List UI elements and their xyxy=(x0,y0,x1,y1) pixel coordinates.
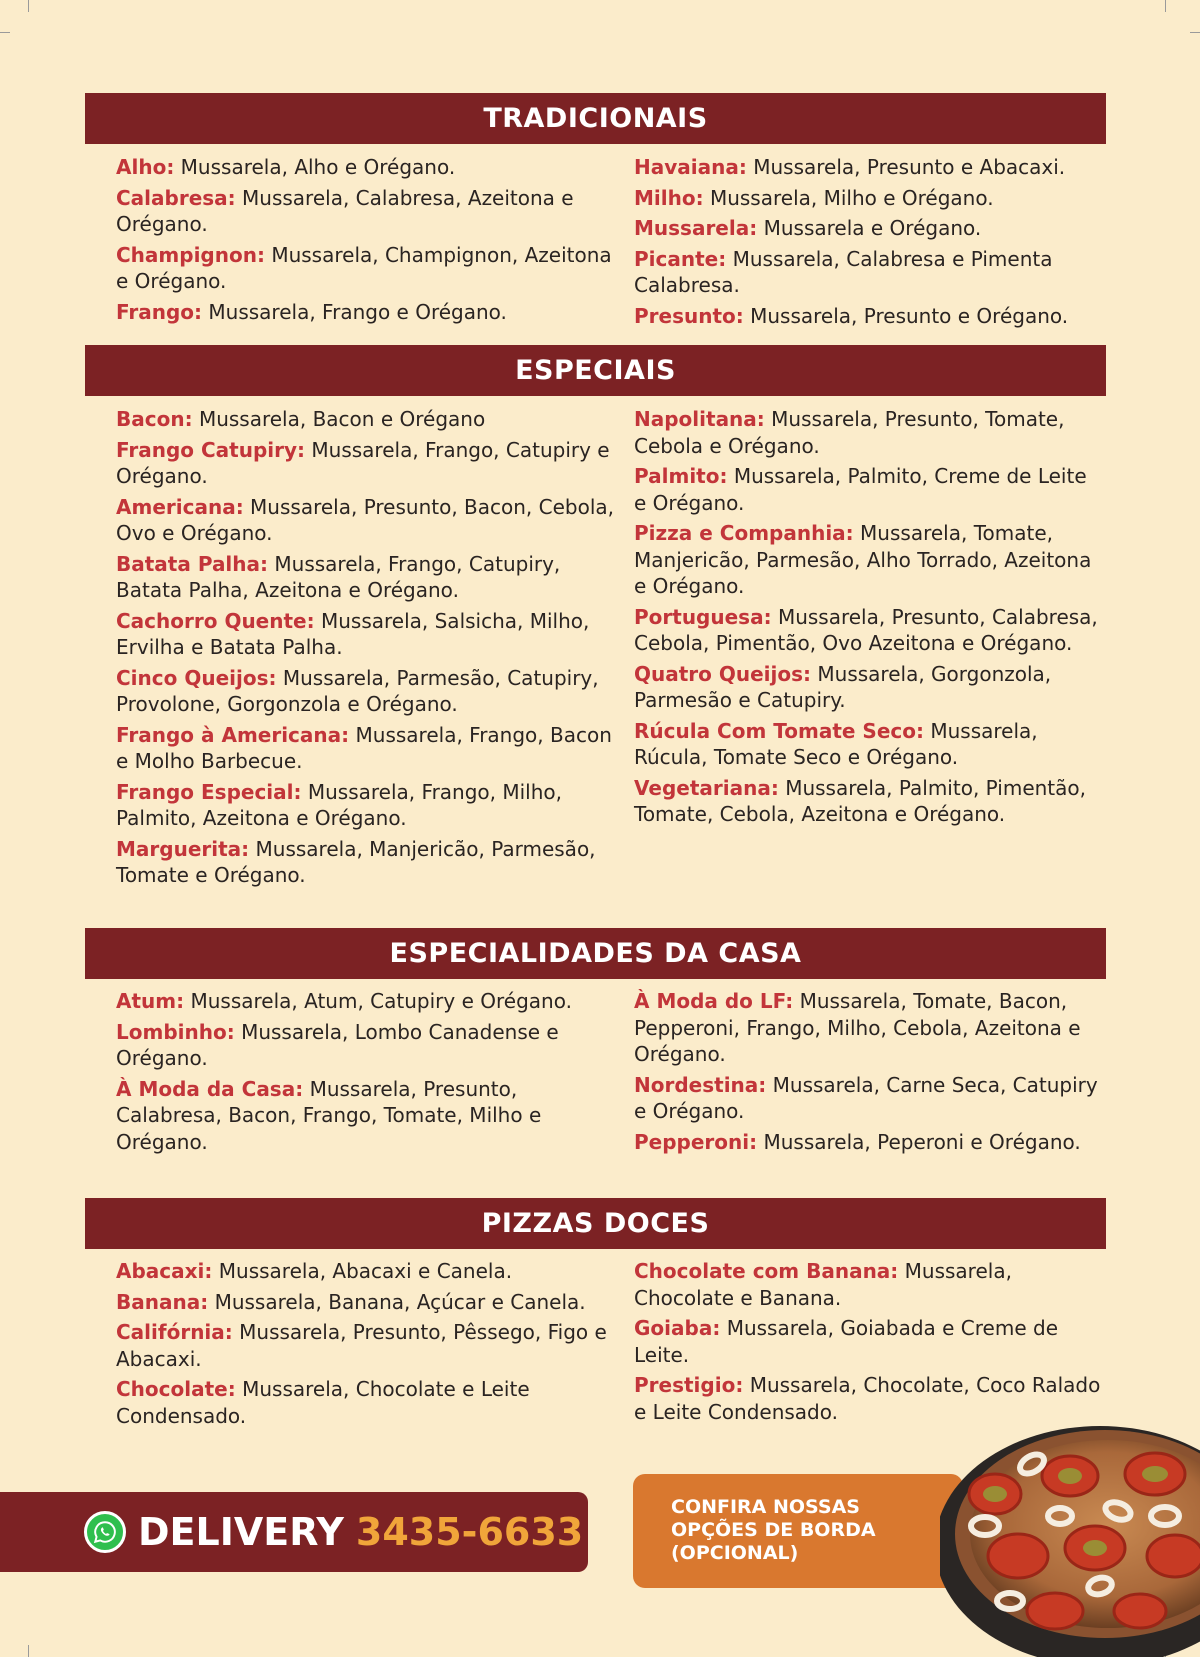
menu-item-name: Cachorro Quente: xyxy=(116,608,315,633)
menu-item xyxy=(116,779,616,832)
menu-item xyxy=(116,1289,616,1316)
menu-item-description: Mussarela, Chocolate e Leite Condensado. xyxy=(116,1377,530,1428)
menu-item xyxy=(116,1019,616,1072)
menu-item-name: Frango à Americana: xyxy=(116,722,350,747)
menu-column-right xyxy=(634,406,1104,832)
menu-item-name: Picante: xyxy=(634,246,727,271)
menu-item-name: Cinco Queijos: xyxy=(116,665,277,690)
menu-item xyxy=(634,185,1104,212)
menu-item-name: Calabresa: xyxy=(116,185,236,210)
whatsapp-icon xyxy=(84,1511,126,1553)
menu-item-description: Mussarela, Tomate, Manjericão, Parmesão, Alho Torrado, Azeitona e Orégano. xyxy=(634,521,1092,598)
menu-item-name: Portuguesa: xyxy=(634,604,772,629)
menu-item-name: À Moda do LF: xyxy=(634,989,794,1013)
menu-item-name: Lombinho: xyxy=(116,1019,235,1044)
menu-item-description: Mussarela, Goiabada e Creme de Leite. xyxy=(634,1316,1058,1367)
menu-item xyxy=(634,718,1104,771)
menu-item xyxy=(634,988,1104,1068)
menu-item xyxy=(634,1315,1104,1368)
crop-mark xyxy=(1165,0,1166,12)
crop-mark xyxy=(1190,32,1200,33)
menu-item xyxy=(116,185,616,238)
menu-item-description: Mussarela, Presunto e Orégano. xyxy=(750,303,1069,328)
menu-item xyxy=(116,1376,616,1429)
section-header-especiais xyxy=(85,345,1106,396)
menu-item-description: Mussarela, Chocolate e Banana. xyxy=(634,1259,1012,1310)
menu-item-description: Mussarela, Palmito, Pimentão, Tomate, Cebola, Azeitona e Orégano. xyxy=(634,775,1086,826)
menu-item xyxy=(116,988,616,1015)
menu-item-name: Nordestina: xyxy=(634,1072,767,1097)
section-title: ESPECIALIDADES DA CASA xyxy=(389,938,802,969)
menu-item-description: Mussarela, Carne Seca, Catupiry e Orégano. xyxy=(634,1072,1098,1123)
menu-item xyxy=(116,299,616,326)
menu-item xyxy=(634,215,1104,242)
menu-item xyxy=(634,661,1104,714)
delivery-phone[interactable]: 3435-6633 xyxy=(355,1510,584,1554)
menu-column-left xyxy=(116,154,616,329)
menu-item-description: Mussarela, Lombo Canadense e Orégano. xyxy=(116,1019,559,1070)
delivery-banner xyxy=(0,1492,588,1572)
section-title: ESPECIAIS xyxy=(515,355,676,386)
menu-item xyxy=(116,722,616,775)
menu-item-description: Mussarela, Milho e Orégano. xyxy=(709,185,994,210)
menu-item-description: Mussarela, Tomate, Bacon, Pepperoni, Frango, Milho, Cebola, Azeitona e Orégano. xyxy=(634,989,1081,1066)
menu-item-name: Pepperoni: xyxy=(634,1129,758,1154)
menu-item-description: Mussarela, Frango, Bacon e Molho Barbecue. xyxy=(116,722,612,773)
section-header-doces xyxy=(85,1198,1106,1249)
menu-item-description: Mussarela, Abacaxi e Canela. xyxy=(218,1259,513,1283)
menu-item xyxy=(116,608,616,661)
menu-item xyxy=(634,246,1104,299)
menu-item-name: Frango Especial: xyxy=(116,779,302,804)
menu-item xyxy=(116,551,616,604)
borda-text-line: CONFIRA NOSSAS xyxy=(671,1496,860,1518)
menu-item-name: Vegetariana: xyxy=(634,775,779,800)
menu-item-description: Mussarela, Presunto, Tomate, Cebola e Orégano. xyxy=(634,407,1065,458)
menu-item-name: Presunto: xyxy=(634,303,744,328)
menu-item-name: Abacaxi: xyxy=(116,1259,213,1283)
menu-column-left xyxy=(116,988,616,1159)
menu-item-name: Bacon: xyxy=(116,407,193,431)
menu-item xyxy=(116,242,616,295)
menu-item-name: Champignon: xyxy=(116,242,265,267)
pizza-image xyxy=(940,1416,1200,1657)
borda-text-line: (OPCIONAL) xyxy=(671,1542,799,1564)
menu-item-name: Quatro Queijos: xyxy=(634,661,812,686)
menu-item xyxy=(634,1258,1104,1311)
menu-item-description: Mussarela, Manjericão, Parmesão, Tomate e Orégano. xyxy=(116,836,596,887)
menu-item-name: Batata Palha: xyxy=(116,551,269,576)
crop-mark xyxy=(28,0,29,12)
menu-item-name: Frango: xyxy=(116,299,203,324)
menu-column-right xyxy=(634,1258,1104,1429)
delivery-label: DELIVERY xyxy=(138,1510,344,1554)
menu-item-name: Atum: xyxy=(116,989,185,1013)
menu-item-description: Mussarela, Frango, Catupiry e Orégano. xyxy=(116,437,610,488)
menu-item-description: Mussarela, Banana, Açúcar e Canela. xyxy=(214,1289,586,1314)
menu-item-description: Mussarela, Bacon e Orégano xyxy=(198,407,486,431)
menu-item-name: Havaiana: xyxy=(634,155,747,179)
menu-item-description: Mussarela, Frango e Orégano. xyxy=(208,299,507,324)
section-header-tradicionais xyxy=(85,93,1106,144)
menu-column-left xyxy=(116,406,616,893)
menu-item-description: Mussarela, Rúcula, Tomate Seco e Orégano. xyxy=(634,718,1038,769)
menu-item xyxy=(634,520,1104,600)
menu-item xyxy=(634,303,1104,330)
menu-item xyxy=(116,836,616,889)
menu-item xyxy=(116,1258,616,1285)
menu-item xyxy=(116,1076,616,1156)
menu-item-name: Pizza e Companhia: xyxy=(634,521,854,545)
menu-item xyxy=(634,463,1104,516)
menu-item xyxy=(634,406,1104,459)
menu-item-description: Mussarela, Presunto e Abacaxi. xyxy=(753,155,1066,179)
menu-item-name: Marguerita: xyxy=(116,836,250,861)
menu-item-description: Mussarela, Chocolate, Coco Ralado e Leite Condensado. xyxy=(634,1373,1101,1424)
menu-item-name: Palmito: xyxy=(634,464,728,488)
borda-options-box xyxy=(633,1474,963,1588)
menu-item-name: Frango Catupiry: xyxy=(116,437,306,462)
menu-column-right xyxy=(634,988,1104,1159)
menu-item xyxy=(116,406,616,433)
menu-item-description: Mussarela, Salsicha, Milho, Ervilha e Batata Palha. xyxy=(116,608,590,659)
menu-item-name: Chocolate: xyxy=(116,1377,236,1401)
crop-mark xyxy=(28,1645,29,1657)
menu-item-name: Califórnia: xyxy=(116,1320,233,1344)
menu-item-description: Mussarela, Palmito, Creme de Leite e Orégano. xyxy=(634,464,1087,515)
menu-item-description: Mussarela, Presunto, Bacon, Cebola, Ovo e Orégano. xyxy=(116,494,615,545)
menu-item-description: Mussarela, Presunto, Calabresa, Cebola, Pimentão, Ovo Azeitona e Orégano. xyxy=(634,604,1098,655)
menu-item-description: Mussarela, Alho e Orégano. xyxy=(180,155,456,179)
menu-item-name: Alho: xyxy=(116,155,175,179)
section-title: PIZZAS DOCES xyxy=(481,1208,710,1239)
menu-item xyxy=(634,154,1104,181)
menu-item xyxy=(634,1072,1104,1125)
menu-item-name: Goiaba: xyxy=(634,1316,721,1340)
menu-item-description: Mussarela, Parmesão, Catupiry, Provolone, Gorgonzola e Orégano. xyxy=(116,665,599,716)
menu-item-name: Rúcula Com Tomate Seco: xyxy=(634,718,924,743)
menu-item-description: Mussarela, Gorgonzola, Parmesão e Catupiry. xyxy=(634,661,1052,712)
menu-item xyxy=(116,437,616,490)
menu-item-name: Banana: xyxy=(116,1289,209,1314)
menu-item-description: Mussarela, Calabresa e Pimenta Calabresa. xyxy=(634,246,1053,297)
menu-column-right xyxy=(634,154,1104,333)
menu-item xyxy=(116,494,616,547)
menu-item xyxy=(116,154,616,181)
menu-item-description: Mussarela, Champignon, Azeitona e Orégano. xyxy=(116,242,612,293)
menu-item-description: Mussarela, Presunto, Pêssego, Figo e Abacaxi. xyxy=(116,1320,607,1371)
menu-item-description: Mussarela, Frango, Milho, Palmito, Azeitona e Orégano. xyxy=(116,779,563,830)
menu-item-description: Mussarela, Calabresa, Azeitona e Orégano. xyxy=(116,185,574,236)
menu-item-name: Mussarela: xyxy=(634,216,758,240)
menu-item-name: Napolitana: xyxy=(634,407,765,431)
menu-item-description: Mussarela, Presunto, Calabresa, Bacon, Frango, Tomate, Milho e Orégano. xyxy=(116,1076,542,1154)
section-title: TRADICIONAIS xyxy=(483,103,708,134)
menu-item-description: Mussarela, Peperoni e Orégano. xyxy=(763,1129,1081,1154)
menu-item-description: Mussarela, Frango, Catupiry, Batata Palha, Azeitona e Orégano. xyxy=(116,551,561,602)
section-header-casa xyxy=(85,928,1106,979)
menu-item-name: À Moda da Casa: xyxy=(116,1076,304,1101)
menu-item-name: Prestigio: xyxy=(634,1373,744,1397)
menu-item xyxy=(634,1129,1104,1156)
crop-mark xyxy=(0,32,10,33)
menu-item-description: Mussarela e Orégano. xyxy=(763,216,982,240)
menu-item-name: Milho: xyxy=(634,185,704,210)
menu-item xyxy=(634,775,1104,828)
menu-item-description: Mussarela, Atum, Catupiry e Orégano. xyxy=(190,989,572,1013)
menu-item xyxy=(116,1319,616,1372)
menu-item xyxy=(634,604,1104,657)
borda-text-line: OPÇÕES DE BORDA xyxy=(671,1519,876,1541)
menu-item-name: Americana: xyxy=(116,494,244,519)
menu-column-left xyxy=(116,1258,616,1433)
menu-item xyxy=(116,665,616,718)
menu-item-name: Chocolate com Banana: xyxy=(634,1259,899,1283)
